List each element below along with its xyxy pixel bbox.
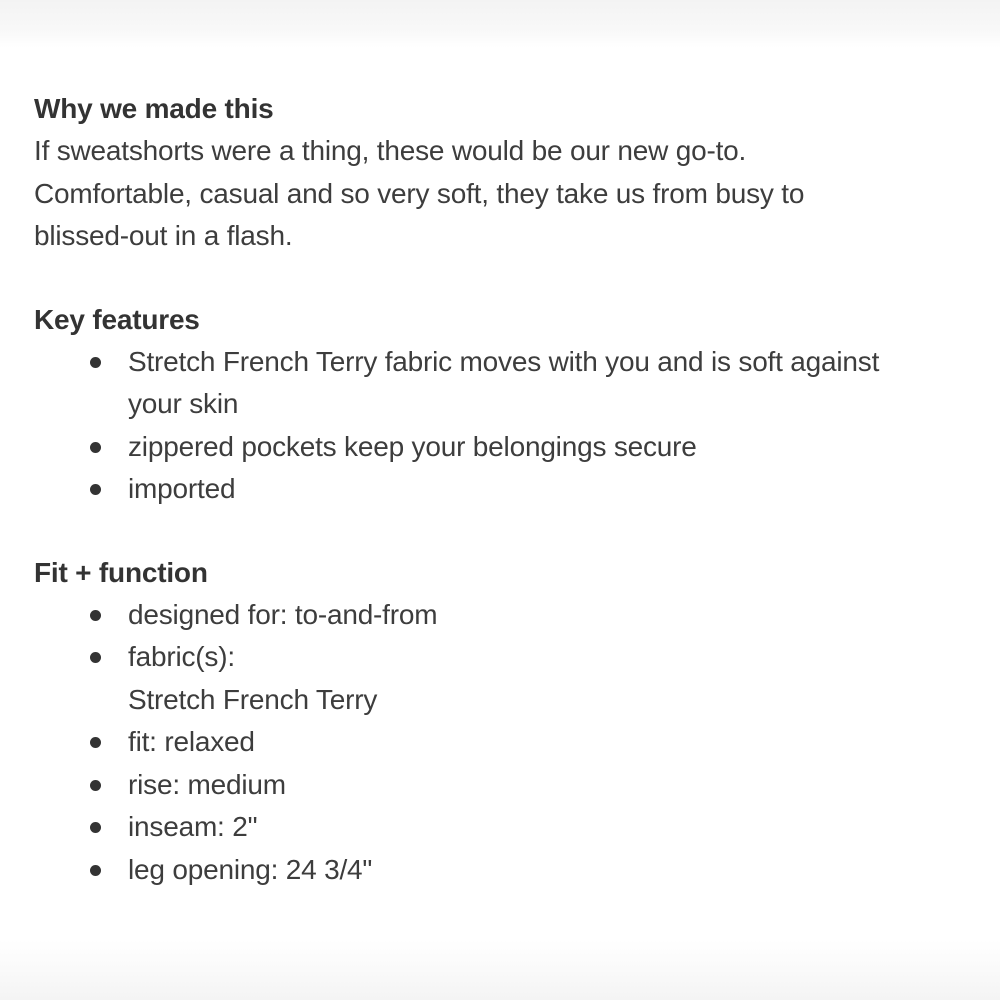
list-item-text: leg opening: 24 3/4" <box>128 853 373 885</box>
list-item-text: fit: relaxed <box>128 726 255 757</box>
bullet-icon <box>90 822 101 833</box>
bullet-icon <box>90 652 101 663</box>
list-item <box>128 341 984 426</box>
list-item-text: imported <box>128 473 236 504</box>
why-heading: Why we made this <box>34 93 274 124</box>
key-features-heading: Key features <box>34 303 200 335</box>
top-shadow <box>0 0 1000 48</box>
bullet-icon <box>90 780 101 791</box>
list-item-text: rise: medium <box>128 768 286 800</box>
bullet-icon <box>90 610 101 621</box>
key-features-list <box>34 341 984 511</box>
list-item <box>128 764 984 807</box>
fit-function-heading: Fit + function <box>34 556 208 588</box>
list-item-text: zippered pockets keep your belongings secure <box>128 430 697 462</box>
list-item <box>128 636 984 721</box>
why-line: Comfortable, casual and so very soft, they take us from busy to <box>34 177 805 209</box>
list-item-text: your skin <box>128 388 239 419</box>
bullet-icon <box>90 865 101 876</box>
list-item-text: inseam: 2" <box>128 811 258 842</box>
why-line: blissed-out in a flash. <box>34 220 293 251</box>
fit-function-list <box>34 594 984 892</box>
product-description <box>34 88 984 932</box>
bullet-icon <box>90 357 101 368</box>
bullet-icon <box>90 442 101 453</box>
list-item-text: Stretch French Terry fabric moves with you and is soft against <box>128 345 880 377</box>
list-item-text: fabric(s): <box>128 641 235 672</box>
bullet-icon <box>90 484 101 495</box>
list-item <box>128 468 984 511</box>
bullet-icon <box>90 737 101 748</box>
why-line: If sweatshorts were a thing, these would be our new go-to. <box>34 135 747 166</box>
bottom-shadow <box>0 940 1000 1000</box>
list-item <box>128 594 984 637</box>
why-we-made-this-section <box>34 88 984 258</box>
list-item <box>128 849 984 892</box>
list-item-text: designed for: to-and-from <box>128 598 438 630</box>
list-item <box>128 426 984 469</box>
why-paragraph <box>34 130 984 258</box>
fit-function-section <box>34 552 984 892</box>
list-item <box>128 721 984 764</box>
list-item-text: Stretch French Terry <box>128 683 378 715</box>
list-item <box>128 806 984 849</box>
key-features-section <box>34 299 984 511</box>
